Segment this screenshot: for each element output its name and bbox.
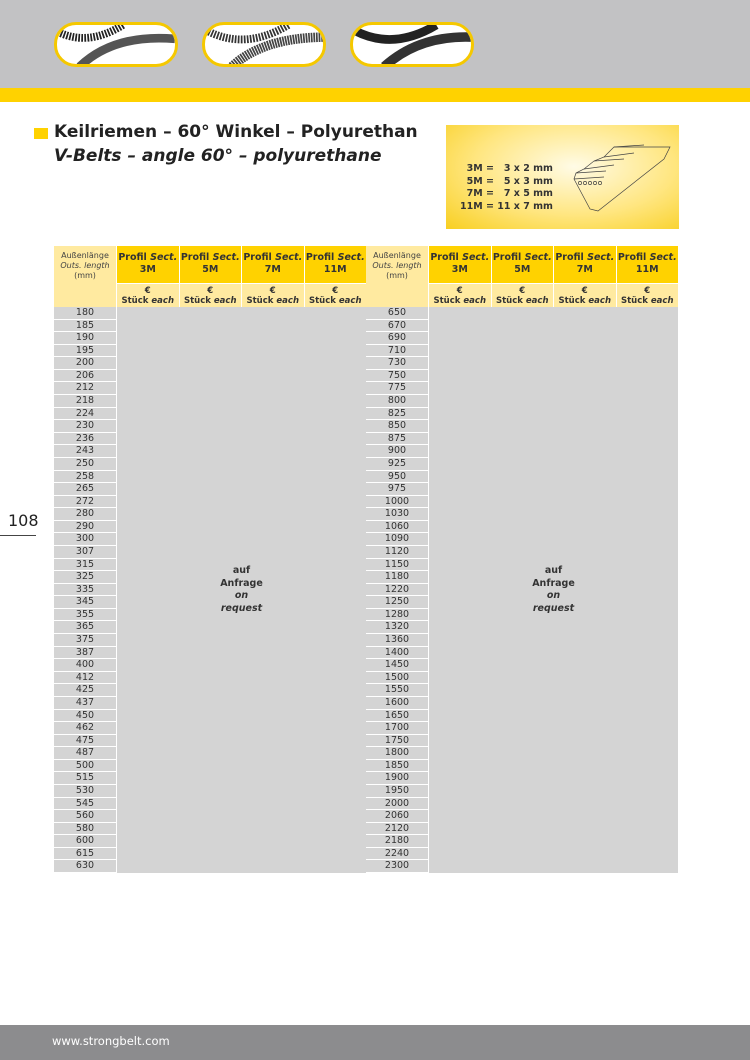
length-cell: 190 <box>54 332 116 345</box>
length-cell: 975 <box>366 483 428 496</box>
profile-dimensions-box <box>446 125 679 229</box>
length-cell: 1600 <box>366 697 428 710</box>
length-cell: 1650 <box>366 710 428 723</box>
length-cell: 272 <box>54 496 116 509</box>
length-cell: 560 <box>54 810 116 823</box>
length-cell: 1150 <box>366 559 428 572</box>
length-cell: 1000 <box>366 496 428 509</box>
length-cell: 1800 <box>366 747 428 760</box>
page-number-rule <box>0 535 36 536</box>
profile-header-7M: Profil Sect. 7M <box>241 246 304 283</box>
length-column <box>366 307 428 873</box>
length-cell: 300 <box>54 533 116 546</box>
profile-header-7M: Profil Sect. 7M <box>553 246 616 283</box>
length-cell: 258 <box>54 471 116 484</box>
length-cell: 670 <box>366 320 428 333</box>
length-cell: 236 <box>54 433 116 446</box>
length-cell: 515 <box>54 772 116 785</box>
length-column <box>54 307 116 873</box>
belt-cross-section-diagram <box>564 139 674 225</box>
length-cell: 212 <box>54 382 116 395</box>
length-cell: 437 <box>54 697 116 710</box>
profile-header-11M: Profil Sect. 11M <box>616 246 679 283</box>
price-table-right <box>366 246 678 873</box>
title-marker <box>34 128 48 139</box>
table-subheader <box>366 283 678 307</box>
length-cell: 412 <box>54 672 116 685</box>
length-cell: 530 <box>54 785 116 798</box>
length-cell: 500 <box>54 760 116 773</box>
length-cell: 206 <box>54 370 116 383</box>
length-cell: 355 <box>54 609 116 622</box>
length-cell: 180 <box>54 307 116 320</box>
length-cell: 265 <box>54 483 116 496</box>
length-cell: 1060 <box>366 521 428 534</box>
profile-header-5M: Profil Sect. 5M <box>179 246 242 283</box>
unit-header: € Stück each <box>491 283 554 307</box>
length-cell: 195 <box>54 345 116 358</box>
length-cell: 365 <box>54 621 116 634</box>
length-cell: 825 <box>366 408 428 421</box>
page-number: 108 <box>8 511 39 530</box>
length-cell: 690 <box>366 332 428 345</box>
length-cell: 475 <box>54 735 116 748</box>
belt-5m-image <box>202 22 326 67</box>
length-cell: 1750 <box>366 735 428 748</box>
length-header: Außenlänge Outs. length (mm) <box>366 246 428 283</box>
length-cell: 1700 <box>366 722 428 735</box>
length-cell: 710 <box>366 345 428 358</box>
length-cell: 218 <box>54 395 116 408</box>
length-cell: 775 <box>366 382 428 395</box>
length-cell: 400 <box>54 659 116 672</box>
length-cell: 1500 <box>366 672 428 685</box>
length-cell: 630 <box>54 860 116 873</box>
unit-header: € Stück each <box>428 283 491 307</box>
length-cell: 387 <box>54 647 116 660</box>
length-cell: 580 <box>54 823 116 836</box>
length-cell: 2000 <box>366 798 428 811</box>
length-cell: 243 <box>54 445 116 458</box>
yellow-stripe <box>0 88 750 102</box>
dimensions-list: 3M = 3 x 2 mm 5M = 5 x 3 mm 7M = 7 x 5 mm 11M = 11 x 7 mm <box>460 163 553 212</box>
length-cell: 325 <box>54 571 116 584</box>
length-cell: 730 <box>366 357 428 370</box>
length-cell: 1360 <box>366 634 428 647</box>
price-on-request: auf Anfrage on request <box>428 307 678 873</box>
profile-header-3M: Profil Sect. 3M <box>428 246 491 283</box>
length-cell: 290 <box>54 521 116 534</box>
length-cell: 545 <box>54 798 116 811</box>
length-header: Außenlänge Outs. length (mm) <box>54 246 116 283</box>
length-cell: 1220 <box>366 584 428 597</box>
unit-header: € Stück each <box>553 283 616 307</box>
unit-header: € Stück each <box>616 283 679 307</box>
length-cell: 1320 <box>366 621 428 634</box>
unit-header: € Stück each <box>179 283 242 307</box>
length-cell: 1400 <box>366 647 428 660</box>
length-cell: 230 <box>54 420 116 433</box>
length-cell: 335 <box>54 584 116 597</box>
unit-header: € Stück each <box>241 283 304 307</box>
length-cell: 2120 <box>366 823 428 836</box>
belt-7m-image <box>350 22 474 67</box>
length-cell: 2240 <box>366 848 428 861</box>
table-header <box>54 246 366 283</box>
length-cell: 600 <box>54 835 116 848</box>
length-cell: 307 <box>54 546 116 559</box>
price-table-left <box>54 246 366 873</box>
website-url[interactable]: www.strongbelt.com <box>52 1034 170 1048</box>
length-cell: 615 <box>54 848 116 861</box>
length-cell: 1280 <box>366 609 428 622</box>
belt-3m-image <box>54 22 178 67</box>
length-cell: 950 <box>366 471 428 484</box>
length-cell: 750 <box>366 370 428 383</box>
length-cell: 1850 <box>366 760 428 773</box>
length-cell: 2180 <box>366 835 428 848</box>
title-english: V-Belts – angle 60° – polyurethane <box>54 146 382 166</box>
length-cell: 224 <box>54 408 116 421</box>
length-cell: 1030 <box>366 508 428 521</box>
length-cell: 315 <box>54 559 116 572</box>
length-cell: 450 <box>54 710 116 723</box>
profile-header-3M: Profil Sect. 3M <box>116 246 179 283</box>
length-cell: 925 <box>366 458 428 471</box>
price-on-request: auf Anfrage on request <box>116 307 366 873</box>
length-cell: 1090 <box>366 533 428 546</box>
length-cell: 1120 <box>366 546 428 559</box>
length-cell: 1180 <box>366 571 428 584</box>
footer <box>0 1025 750 1060</box>
length-cell: 2060 <box>366 810 428 823</box>
table-header <box>366 246 678 283</box>
length-cell: 900 <box>366 445 428 458</box>
length-cell: 800 <box>366 395 428 408</box>
length-cell: 200 <box>54 357 116 370</box>
length-cell: 1550 <box>366 684 428 697</box>
length-cell: 345 <box>54 596 116 609</box>
table-body <box>366 307 678 873</box>
unit-header: € Stück each <box>116 283 179 307</box>
length-cell: 650 <box>366 307 428 320</box>
length-cell: 1450 <box>366 659 428 672</box>
profile-header-5M: Profil Sect. 5M <box>491 246 554 283</box>
length-cell: 462 <box>54 722 116 735</box>
length-cell: 1950 <box>366 785 428 798</box>
length-cell: 250 <box>54 458 116 471</box>
table-body <box>54 307 366 873</box>
unit-header: € Stück each <box>304 283 367 307</box>
length-cell: 1900 <box>366 772 428 785</box>
length-cell: 850 <box>366 420 428 433</box>
length-cell: 185 <box>54 320 116 333</box>
length-cell: 2300 <box>366 860 428 873</box>
profile-header-11M: Profil Sect. 11M <box>304 246 367 283</box>
length-cell: 1250 <box>366 596 428 609</box>
length-cell: 425 <box>54 684 116 697</box>
length-cell: 280 <box>54 508 116 521</box>
table-subheader <box>54 283 366 307</box>
title-german: Keilriemen – 60° Winkel – Polyurethan <box>54 122 418 142</box>
length-cell: 875 <box>366 433 428 446</box>
length-cell: 487 <box>54 747 116 760</box>
length-cell: 375 <box>54 634 116 647</box>
